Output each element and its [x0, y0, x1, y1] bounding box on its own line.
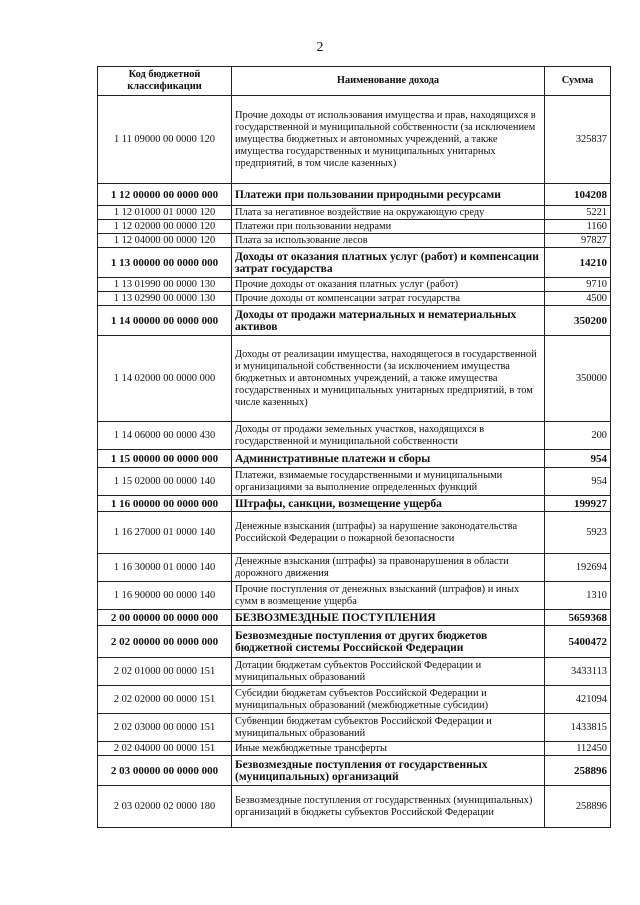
row-amount: 5221 [545, 206, 611, 220]
row-amount: 192694 [545, 554, 611, 582]
table-row [98, 756, 611, 786]
row-amount: 200 [545, 422, 611, 450]
row-code: 1 12 02000 00 0000 120 [98, 220, 232, 234]
row-amount: 258896 [545, 786, 611, 828]
row-name: Платежи при пользовании природными ресурсами [232, 184, 545, 206]
header-amount: Сумма [545, 67, 611, 96]
header-name: Наименование дохода [232, 67, 545, 96]
table-row [98, 306, 611, 336]
table-row [98, 234, 611, 248]
table-row [98, 610, 611, 626]
table-row [98, 184, 611, 206]
row-name: Прочие поступления от денежных взысканий (штрафов) и иных сумм в возмещение ущерба [232, 582, 545, 610]
row-amount: 258896 [545, 756, 611, 786]
row-code: 2 02 04000 00 0000 151 [98, 742, 232, 756]
row-name: Плата за использование лесов [232, 234, 545, 248]
page-number: 2 [316, 40, 324, 55]
row-code: 2 02 02000 00 0000 151 [98, 686, 232, 714]
row-name: Платежи, взимаемые государственными и муниципальными организациями за выполнение определенных функций [232, 468, 545, 496]
row-name: Административные платежи и сборы [232, 450, 545, 468]
table-header-row [98, 67, 611, 96]
table-row [98, 582, 611, 610]
row-name: Субвенции бюджетам субъектов Российской Федерации и муниципальных образований [232, 714, 545, 742]
row-name: Доходы от продажи материальных и нематериальных активов [232, 306, 545, 336]
row-amount: 350200 [545, 306, 611, 336]
row-name: Дотации бюджетам субъектов Российской Федерации и муниципальных образований [232, 658, 545, 686]
row-amount: 5659368 [545, 610, 611, 626]
row-name: Прочие доходы от использования имущества и прав, находящихся в государственной и муниципальной собственности (за исключением имущества бюджетных и автономных учреждений, а также имущества государственных и муниципальных унитарных предприятий, в том числе казенных) [232, 96, 545, 184]
row-code: 1 16 90000 00 0000 140 [98, 582, 232, 610]
row-amount: 199927 [545, 496, 611, 512]
row-name: Доходы от продажи земельных участков, находящихся в государственной и муниципальной собственности [232, 422, 545, 450]
table-row [98, 626, 611, 658]
row-name: Доходы от оказания платных услуг (работ) и компенсации затрат государства [232, 248, 545, 278]
row-code: 1 12 04000 00 0000 120 [98, 234, 232, 248]
row-name: Платежи при пользовании недрами [232, 220, 545, 234]
row-code: 2 03 02000 02 0000 180 [98, 786, 232, 828]
table-row [98, 248, 611, 278]
row-name: БЕЗВОЗМЕЗДНЫЕ ПОСТУПЛЕНИЯ [232, 610, 545, 626]
row-name: Денежные взыскания (штрафы) за нарушение законодательства Российской Федерации о пожарной безопасности [232, 512, 545, 554]
table-row [98, 714, 611, 742]
row-code: 1 13 01990 00 0000 130 [98, 278, 232, 292]
row-name: Безвозмездные поступления от государственных (муниципальных) организаций [232, 756, 545, 786]
table-row [98, 468, 611, 496]
row-amount: 4500 [545, 292, 611, 306]
table-row [98, 686, 611, 714]
row-code: 2 02 01000 00 0000 151 [98, 658, 232, 686]
row-amount: 5400472 [545, 626, 611, 658]
table-row [98, 512, 611, 554]
row-amount: 97827 [545, 234, 611, 248]
row-amount: 112450 [545, 742, 611, 756]
row-code: 2 02 03000 00 0000 151 [98, 714, 232, 742]
row-amount: 5923 [545, 512, 611, 554]
row-name: Субсидии бюджетам субъектов Российской Федерации и муниципальных образований (межбюджетные субсидии) [232, 686, 545, 714]
row-name: Плата за негативное воздействие на окружающую среду [232, 206, 545, 220]
row-amount: 350000 [545, 336, 611, 422]
row-amount: 14210 [545, 248, 611, 278]
table-row [98, 96, 611, 184]
row-code: 1 16 00000 00 0000 000 [98, 496, 232, 512]
row-code: 1 16 27000 01 0000 140 [98, 512, 232, 554]
row-code: 2 00 00000 00 0000 000 [98, 610, 232, 626]
row-amount: 954 [545, 468, 611, 496]
table-row [98, 336, 611, 422]
table-row [98, 292, 611, 306]
row-amount: 9710 [545, 278, 611, 292]
row-code: 1 11 09000 00 0000 120 [98, 96, 232, 184]
row-name: Безвозмездные поступления от других бюджетов бюджетной системы Российской Федерации [232, 626, 545, 658]
row-code: 2 03 00000 00 0000 000 [98, 756, 232, 786]
row-amount: 1310 [545, 582, 611, 610]
budget-revenue-table [97, 66, 611, 828]
row-amount: 104208 [545, 184, 611, 206]
row-name: Иные межбюджетные трансферты [232, 742, 545, 756]
row-name: Доходы от реализации имущества, находящегося в государственной и муниципальной собственности (за исключением имущества бюджетных и автономных учреждений, а также имущества государственных и муниципальных унитарных предприятий, в том числе казенных) [232, 336, 545, 422]
table-row [98, 278, 611, 292]
table-row [98, 220, 611, 234]
table-row [98, 422, 611, 450]
header-code: Код бюджетной классификации [98, 67, 232, 96]
row-amount: 1160 [545, 220, 611, 234]
row-code: 1 13 00000 00 0000 000 [98, 248, 232, 278]
table-row [98, 658, 611, 686]
row-name: Безвозмездные поступления от государственных (муниципальных) организаций в бюджеты субъектов Российской Федерации [232, 786, 545, 828]
row-code: 1 15 02000 00 0000 140 [98, 468, 232, 496]
row-name: Штрафы, санкции, возмещение ущерба [232, 496, 545, 512]
table-row [98, 554, 611, 582]
table-row [98, 450, 611, 468]
row-code: 1 12 01000 01 0000 120 [98, 206, 232, 220]
row-code: 1 15 00000 00 0000 000 [98, 450, 232, 468]
row-amount: 421094 [545, 686, 611, 714]
row-code: 1 13 02990 00 0000 130 [98, 292, 232, 306]
row-code: 1 14 02000 00 0000 000 [98, 336, 232, 422]
table-row [98, 742, 611, 756]
row-amount: 954 [545, 450, 611, 468]
row-name: Прочие доходы от оказания платных услуг (работ) [232, 278, 545, 292]
row-code: 2 02 00000 00 0000 000 [98, 626, 232, 658]
table-row [98, 206, 611, 220]
row-amount: 3433113 [545, 658, 611, 686]
row-code: 1 16 30000 01 0000 140 [98, 554, 232, 582]
table-row [98, 496, 611, 512]
row-code: 1 12 00000 00 0000 000 [98, 184, 232, 206]
row-name: Прочие доходы от компенсации затрат государства [232, 292, 545, 306]
row-name: Денежные взыскания (штрафы) за правонарушения в области дорожного движения [232, 554, 545, 582]
row-code: 1 14 06000 00 0000 430 [98, 422, 232, 450]
row-amount: 1433815 [545, 714, 611, 742]
table-row [98, 786, 611, 828]
row-amount: 325837 [545, 96, 611, 184]
row-code: 1 14 00000 00 0000 000 [98, 306, 232, 336]
